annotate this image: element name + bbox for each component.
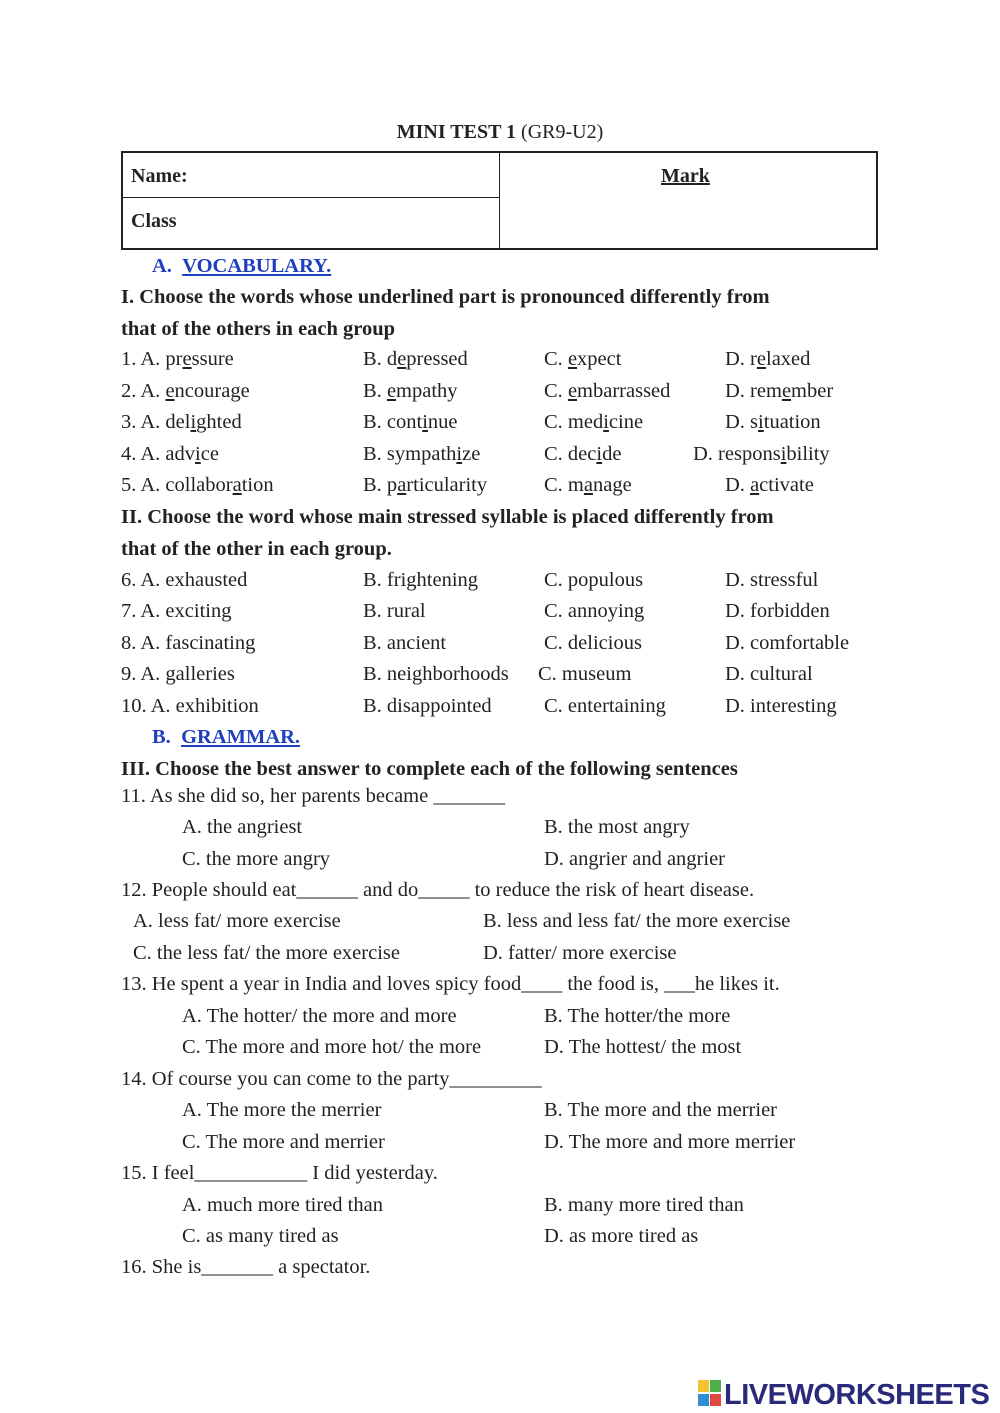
option-text: D. r (725, 348, 757, 370)
answer-option (725, 567, 818, 593)
answer-option: B. the most angry (544, 816, 690, 838)
answer-option (725, 630, 849, 656)
underlined-letter: i (758, 411, 764, 433)
option-text: mber (791, 380, 834, 402)
option-text: C. annoying (544, 600, 645, 622)
underlined-letter: e (165, 380, 175, 402)
option-text: D. interesting (725, 695, 837, 717)
option-text: ssure (191, 348, 234, 370)
worksheet-line (121, 1254, 370, 1280)
class-label: Class (131, 210, 177, 232)
answer-option (121, 441, 219, 467)
answer-option: D. as more tired as (544, 1225, 699, 1247)
logo-text: LIVEWORKSHEETS (724, 1379, 990, 1411)
option-text: 7. A. exciting (121, 600, 232, 622)
option-text: B. sympath (363, 443, 457, 465)
answer-option: A. The hotter/ the more and more (182, 1005, 457, 1027)
answer-option: C. The more and more hot/ the more (182, 1036, 482, 1058)
answer-option (121, 472, 274, 498)
underlined-letter: i (603, 411, 609, 433)
answer-option (544, 378, 670, 404)
option-text: B. (363, 380, 387, 402)
answer-option (121, 598, 231, 624)
answer-option (544, 346, 621, 372)
question-stem: 16. She is_______ a spectator. (121, 1256, 371, 1278)
answer-option (544, 409, 643, 435)
mark-label: Mark (661, 165, 710, 187)
answer-option (121, 346, 234, 372)
student-info-table (121, 151, 878, 250)
option-text: C. museum (538, 663, 632, 685)
underlined-letter: a (397, 474, 407, 496)
answer-option (121, 661, 235, 687)
option-text: rticularity (406, 474, 488, 496)
answer-option: B. The hotter/the more (544, 1005, 731, 1027)
exercise-instruction: III. Choose the best answer to complete each of the following sentences (121, 758, 738, 780)
answer-option (725, 378, 833, 404)
underlined-letter: i (190, 411, 197, 433)
option-text: B. frightening (363, 569, 479, 591)
underlined-letter: e (781, 380, 792, 402)
answer-option (363, 441, 480, 467)
answer-option (363, 630, 446, 656)
underlined-letter: e (386, 380, 397, 402)
answer-option: C. The more and merrier (182, 1131, 385, 1153)
underlined-letter: e (567, 380, 578, 402)
option-text: B. rural (363, 600, 426, 622)
answer-option (725, 346, 810, 372)
worksheet-line (121, 504, 774, 530)
underlined-letter: i (422, 411, 428, 433)
answer-option (725, 693, 837, 719)
option-text: de (602, 443, 622, 465)
answer-option: D. The hottest/ the most (544, 1036, 742, 1058)
question-stem: 13. He spent a year in India and loves spicy food____ the food is, ___he likes it. (121, 973, 780, 995)
name-label: Name: (131, 165, 188, 187)
question-stem: 12. People should eat______ and do_____ to reduce the risk of heart disease. (121, 879, 755, 901)
underlined-letter: i (780, 443, 787, 465)
page-title (0, 121, 1000, 144)
option-text: D. (725, 474, 751, 496)
answer-option (544, 472, 632, 498)
option-text: ctivate (759, 474, 814, 496)
answer-option (363, 409, 458, 435)
exercise-instruction: that of the others in each group (121, 318, 396, 340)
option-text: laxed (766, 348, 811, 370)
answer-option: B. less and less fat/ the more exercise (483, 910, 791, 932)
answer-option: B. The more and the merrier (544, 1099, 778, 1121)
option-text: tuation (763, 411, 821, 433)
worksheet-line (121, 1066, 542, 1092)
underlined-letter: a (583, 474, 593, 496)
answer-option (544, 441, 621, 467)
answer-option: D. The more and more merrier (544, 1131, 796, 1153)
option-text: 2. A. (121, 380, 166, 402)
option-text: B. p (363, 474, 398, 496)
answer-option (121, 630, 255, 656)
worksheet-line (152, 724, 300, 750)
worksheet-line (121, 1160, 438, 1186)
option-text: C. (544, 380, 568, 402)
answer-option (121, 378, 250, 404)
answer-option: C. the more angry (182, 848, 331, 870)
answer-option (363, 346, 468, 372)
option-text: D. rem (725, 380, 782, 402)
option-text: nue (427, 411, 458, 433)
option-text: 6. A. exhausted (121, 569, 248, 591)
answer-option: A. the angriest (182, 816, 303, 838)
section-title: GRAMMAR. (181, 726, 301, 748)
logo-icon (698, 1380, 722, 1407)
answer-option: C. the less fat/ the more exercise (133, 942, 400, 964)
answer-option: A. much more tired than (182, 1194, 383, 1216)
worksheet-line (121, 756, 738, 782)
option-text: 1. A. pr (121, 348, 183, 370)
option-text: B. d (363, 348, 398, 370)
title-paren: (GR9-U2) (521, 121, 604, 143)
question-stem: 14. Of course you can come to the party_________ (121, 1068, 542, 1090)
answer-option (725, 661, 813, 687)
answer-option (725, 598, 830, 624)
option-text: B. ancient (363, 632, 447, 654)
worksheet-line (121, 536, 392, 562)
option-text: tion (241, 474, 274, 496)
exercise-instruction: that of the other in each group. (121, 538, 392, 560)
option-text: C. delicious (544, 632, 642, 654)
option-text: C. (544, 348, 568, 370)
option-text: 5. A. collabor (121, 474, 233, 496)
answer-option: A. less fat/ more exercise (133, 910, 341, 932)
option-text: C. med (544, 411, 604, 433)
option-text: C. populous (544, 569, 644, 591)
option-text: nage (592, 474, 632, 496)
answer-option (121, 567, 247, 593)
underlined-letter: e (397, 348, 407, 370)
section-number: A. (152, 255, 172, 277)
worksheet-line (121, 877, 754, 903)
option-text: ncourage (174, 380, 250, 402)
answer-option (725, 472, 814, 498)
question-stem: 11. As she did so, her parents became _______ (121, 785, 506, 807)
option-text: D. stressful (725, 569, 819, 591)
table-divider (499, 153, 500, 248)
answer-option (363, 598, 426, 624)
section-title: VOCABULARY. (182, 255, 332, 277)
underlined-letter: i (596, 443, 603, 465)
option-text: D. s (725, 411, 759, 433)
option-text: ze (462, 443, 481, 465)
option-text: B. cont (363, 411, 423, 433)
answer-option: A. The more the merrier (182, 1099, 382, 1121)
option-text: D. forbidden (725, 600, 830, 622)
liveworksheets-logo (698, 1379, 989, 1412)
option-text: bility (786, 443, 830, 465)
option-text: ghted (196, 411, 242, 433)
worksheet-line (152, 253, 331, 279)
underlined-letter: a (232, 474, 242, 496)
underlined-letter: i (195, 443, 201, 465)
answer-option (363, 567, 478, 593)
answer-option (538, 661, 631, 687)
option-text: C. m (544, 474, 584, 496)
title-main: MINI TEST 1 (396, 121, 517, 143)
table-divider (123, 197, 500, 198)
answer-option (544, 693, 666, 719)
option-text: 8. A. fascinating (121, 632, 256, 654)
worksheet-line (121, 316, 395, 342)
underlined-letter: a (750, 474, 760, 496)
answer-option: D. angrier and angrier (544, 848, 725, 870)
option-text: 10. A. exhibition (121, 695, 259, 717)
option-text: pressed (406, 348, 468, 370)
underlined-letter: e (182, 348, 192, 370)
option-text: C. entertaining (544, 695, 666, 717)
option-text: cine (608, 411, 644, 433)
worksheet-line (121, 783, 505, 809)
answer-option (363, 661, 509, 687)
underlined-letter: e (756, 348, 766, 370)
answer-option (363, 472, 487, 498)
option-text: B. neighborhoods (363, 663, 509, 685)
question-stem: 15. I feel___________ I did yesterday. (121, 1162, 438, 1184)
option-text: 4. A. adv (121, 443, 196, 465)
answer-option (693, 441, 830, 467)
worksheet-line (121, 971, 780, 997)
answer-option (363, 378, 458, 404)
answer-option (121, 693, 259, 719)
option-text: ce (200, 443, 219, 465)
answer-option (725, 409, 821, 435)
answer-option (544, 598, 644, 624)
answer-option: D. fatter/ more exercise (483, 942, 677, 964)
worksheet-line (121, 284, 770, 310)
section-number: B. (152, 726, 171, 748)
option-text: xpect (577, 348, 622, 370)
option-text: D. respons (693, 443, 781, 465)
answer-option (544, 630, 642, 656)
option-text: 9. A. galleries (121, 663, 235, 685)
underlined-letter: i (456, 443, 463, 465)
option-text: mpathy (396, 380, 458, 402)
answer-option: B. many more tired than (544, 1194, 744, 1216)
answer-option (121, 409, 242, 435)
option-text: mbarrassed (577, 380, 671, 402)
underlined-letter: e (567, 348, 578, 370)
option-text: D. cultural (725, 663, 813, 685)
option-text: 3. A. del (121, 411, 191, 433)
answer-option (544, 567, 643, 593)
option-text: D. comfortable (725, 632, 850, 654)
answer-option (363, 693, 492, 719)
exercise-instruction: II. Choose the word whose main stressed syllable is placed differently from (121, 506, 774, 528)
answer-option: C. as many tired as (182, 1225, 339, 1247)
option-text: C. dec (544, 443, 597, 465)
option-text: B. disappointed (363, 695, 492, 717)
exercise-instruction: I. Choose the words whose underlined part is pronounced differently from (121, 286, 770, 308)
